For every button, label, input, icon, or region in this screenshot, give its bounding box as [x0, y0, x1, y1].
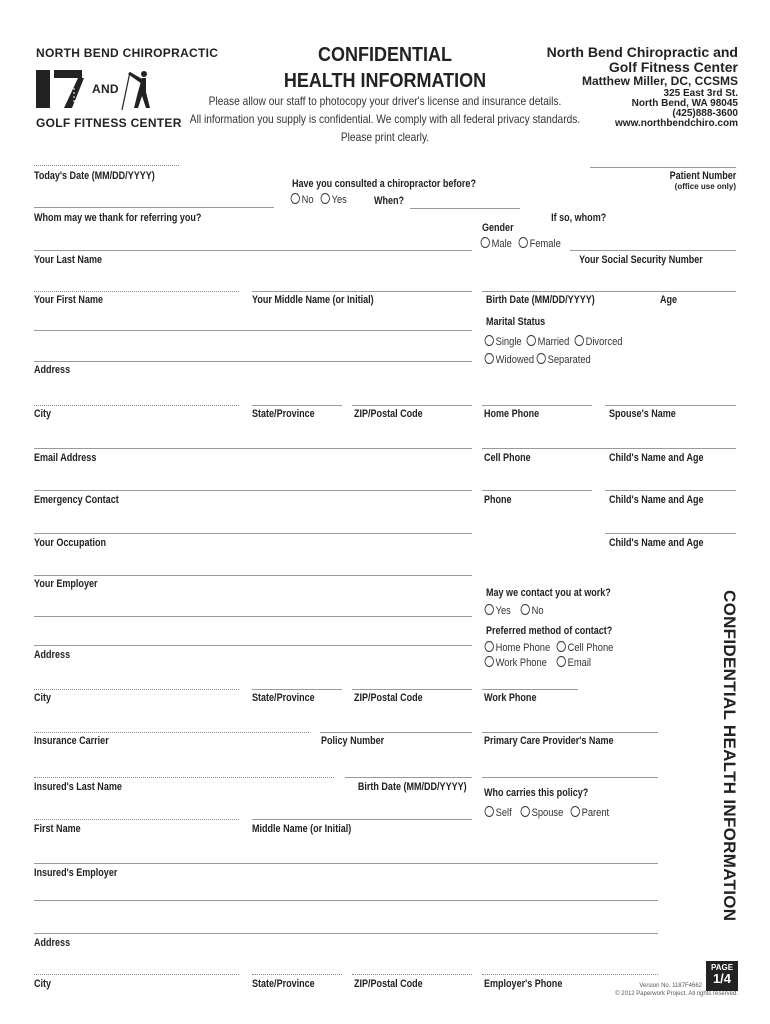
practice-name-2: Golf Fitness Center: [608, 59, 738, 75]
version-note: Version No. 1187F4662: [639, 983, 702, 989]
employer-state-label: State/Province: [252, 692, 315, 704]
insurance-carrier-line[interactable]: [34, 732, 309, 733]
if-so-whom-label: If so, whom?: [550, 212, 606, 224]
option-label: Yes: [495, 605, 511, 617]
marital-status-label: Marital Status: [486, 316, 546, 328]
insured-address-line-2[interactable]: [34, 933, 658, 934]
phone-label: Phone: [484, 494, 512, 506]
option-label: Home Phone: [495, 642, 551, 654]
radio-circle[interactable]: [575, 335, 584, 346]
gender-male-option[interactable]: [478, 237, 512, 250]
radio-circle[interactable]: [485, 335, 494, 346]
marital-separated-option[interactable]: [534, 353, 591, 366]
option-label: Female: [529, 238, 561, 250]
employer-line[interactable]: [34, 575, 472, 576]
insured-employer-label: Insured's Employer: [34, 867, 118, 879]
who-carries-question: Who carries this policy?: [484, 787, 589, 799]
address-line-1[interactable]: [34, 330, 472, 331]
city-line[interactable]: [34, 405, 239, 406]
title-health-information: HEALTH INFORMATION: [283, 70, 487, 92]
spouse-line[interactable]: [605, 405, 736, 406]
instruction-line-2: All information you supply is confidential. We comply with all federal privacy standards.: [189, 112, 581, 126]
insured-address-line-1[interactable]: [34, 900, 658, 901]
policy-number-label: Policy Number: [321, 735, 385, 747]
practice-website: www.northbendchiro.com: [615, 118, 738, 129]
insured-address-label: Address: [34, 937, 71, 949]
child-name-age-label-2: Child's Name and Age: [609, 494, 704, 506]
option-label: Single: [495, 336, 522, 348]
employer-city-label: City: [34, 692, 52, 704]
insured-middle-name-line[interactable]: [252, 819, 472, 820]
occupation-label: Your Occupation: [34, 537, 107, 549]
employer-label: Your Employer: [34, 578, 98, 590]
first-name-line[interactable]: [34, 291, 239, 292]
gender-female-option[interactable]: [516, 237, 561, 250]
radio-circle[interactable]: [571, 806, 580, 817]
primary-care-line[interactable]: [482, 732, 658, 733]
option-label: Parent: [581, 807, 610, 819]
consulted-no-option[interactable]: [288, 193, 314, 206]
employer-city-line[interactable]: [34, 689, 239, 690]
today-date-label: Today's Date (MM/DD/YYYY): [34, 170, 155, 182]
referral-label: Whom may we thank for referring you?: [34, 212, 202, 224]
office-use-note: (office use only): [674, 182, 736, 191]
radio-circle[interactable]: [485, 604, 494, 615]
insured-birth-date-label: Birth Date (MM/DD/YYYY): [358, 781, 467, 793]
last-name-label: Your Last Name: [34, 254, 103, 266]
ssn-label: Your Social Security Number: [579, 254, 703, 266]
address-label: Address: [34, 364, 71, 376]
radio-circle[interactable]: [521, 604, 530, 615]
insured-first-name-label: First Name: [34, 823, 81, 835]
option-label: Divorced: [585, 336, 623, 348]
contact-work-question: May we contact you at work?: [486, 587, 611, 599]
contact-work-yes-option[interactable]: [482, 604, 511, 617]
insured-city-line[interactable]: [34, 974, 239, 975]
pref-home-phone-option[interactable]: [482, 641, 550, 654]
patient-number-line[interactable]: [590, 167, 736, 168]
state-label: State/Province: [252, 408, 315, 420]
side-confidential-label: [719, 590, 739, 950]
policy-number-line[interactable]: [320, 732, 472, 733]
option-label: Yes: [331, 194, 347, 206]
copyright-note: © 2012 Paperwork Project. All rights reserved.: [615, 991, 738, 997]
side-label-text: CONFIDENTIAL HEALTH INFORMATION: [720, 590, 739, 922]
insured-employer-line[interactable]: [34, 863, 658, 864]
radio-circle[interactable]: [485, 806, 494, 817]
carrier-parent-option[interactable]: [568, 806, 609, 819]
emergency-contact-label: Emergency Contact: [34, 494, 119, 506]
marital-divorced-option[interactable]: [572, 335, 622, 348]
option-label: Male: [491, 238, 512, 250]
radio-circle[interactable]: [485, 641, 494, 652]
employer-address-line-2[interactable]: [34, 645, 472, 646]
work-phone-line[interactable]: [482, 689, 578, 690]
insured-state-line[interactable]: [252, 974, 342, 975]
ssn-line[interactable]: [570, 250, 736, 251]
employer-zip-line[interactable]: [352, 689, 472, 690]
preferred-contact-question: Preferred method of contact?: [486, 625, 613, 637]
page-badge-number: 1/4: [712, 971, 732, 986]
radio-circle[interactable]: [557, 656, 566, 667]
radio-circle[interactable]: [537, 353, 546, 364]
radio-circle[interactable]: [519, 237, 528, 248]
birth-age-line[interactable]: [482, 291, 736, 292]
middle-name-label: Your Middle Name (or Initial): [252, 294, 374, 306]
spouse-name-label: Spouse's Name: [609, 408, 676, 420]
patient-number-label: Patient Number: [669, 170, 736, 182]
cell-child-line[interactable]: [482, 448, 736, 449]
option-label: Work Phone: [495, 657, 547, 669]
home-phone-label: Home Phone: [484, 408, 540, 420]
age-label: Age: [660, 294, 678, 306]
city-label: City: [34, 408, 52, 420]
page-badge-label: PAGE: [710, 963, 734, 972]
radio-circle[interactable]: [321, 193, 330, 204]
pref-cell-phone-option[interactable]: [554, 641, 613, 654]
emergency-line[interactable]: [34, 490, 472, 491]
home-phone-line[interactable]: [482, 405, 592, 406]
option-label: Cell Phone: [567, 642, 614, 654]
insured-last-name-line[interactable]: [34, 777, 334, 778]
employer-phone-label: Employer's Phone: [484, 978, 563, 990]
insurance-carrier-label: Insurance Carrier: [34, 735, 109, 747]
referral-line[interactable]: [34, 207, 274, 208]
logo-line1: NORTH BEND CHIROPRACTIC: [36, 46, 219, 60]
insured-city-label: City: [34, 978, 52, 990]
zip-line[interactable]: [352, 405, 472, 406]
when-line[interactable]: [410, 208, 520, 209]
employer-zip-label: ZIP/Postal Code: [354, 692, 423, 704]
marital-single-option[interactable]: [482, 335, 522, 348]
employer-state-line[interactable]: [252, 689, 342, 690]
radio-circle[interactable]: [481, 237, 490, 248]
employer-address-label: Address: [34, 649, 71, 661]
option-label: Self: [495, 807, 512, 819]
birth-date-label: Birth Date (MM/DD/YYYY): [486, 294, 595, 306]
when-label: When?: [374, 195, 405, 207]
title-confidential: CONFIDENTIAL: [317, 44, 452, 66]
employer-phone-line[interactable]: [482, 974, 658, 975]
email-line[interactable]: [34, 448, 472, 449]
page-badge: [706, 961, 738, 991]
today-date-line[interactable]: [34, 165, 179, 166]
employer-address-line-1[interactable]: [34, 616, 472, 617]
practice-city: North Bend, WA 98045: [631, 98, 738, 109]
radio-circle[interactable]: [291, 193, 300, 204]
instruction-line-1: Please allow our staff to photocopy your driver's license and insurance details.: [208, 94, 562, 108]
cell-phone-label: Cell Phone: [484, 452, 531, 464]
insured-zip-line[interactable]: [352, 974, 472, 975]
phone-line[interactable]: [482, 490, 592, 491]
option-label: Spouse: [531, 807, 564, 819]
address-line-2[interactable]: [34, 361, 472, 362]
option-label: Married: [537, 336, 570, 348]
primary-care-label: Primary Care Provider's Name: [484, 735, 614, 747]
marital-married-option[interactable]: [524, 335, 569, 348]
option-label: Widowed: [495, 354, 535, 366]
radio-circle[interactable]: [521, 806, 530, 817]
insured-state-label: State/Province: [252, 978, 315, 990]
consulted-question: Have you consulted a chiropractor before?: [292, 178, 476, 190]
logo-line2: GOLF FITNESS CENTER: [36, 116, 182, 130]
insured-zip-label: ZIP/Postal Code: [354, 978, 423, 990]
insured-last-name-label: Insured's Last Name: [34, 781, 122, 793]
contact-work-no-option[interactable]: [518, 604, 544, 617]
state-line[interactable]: [252, 405, 342, 406]
insured-birth-line[interactable]: [345, 777, 472, 778]
consulted-yes-option[interactable]: [318, 193, 347, 206]
child-2-line[interactable]: [605, 490, 736, 491]
practice-name-1: North Bend Chiropractic and: [546, 44, 738, 60]
radio-circle[interactable]: [527, 335, 536, 346]
option-label: No: [301, 194, 314, 206]
insured-middle-name-label: Middle Name (or Initial): [252, 823, 352, 835]
option-label: Email: [567, 657, 591, 669]
radio-circle[interactable]: [485, 353, 494, 364]
email-label: Email Address: [34, 452, 97, 464]
pref-email-option[interactable]: [554, 656, 591, 669]
middle-name-line[interactable]: [252, 291, 472, 292]
carrier-spouse-option[interactable]: [518, 806, 563, 819]
radio-circle[interactable]: [557, 641, 566, 652]
carrier-self-option[interactable]: [482, 806, 512, 819]
insured-first-name-line[interactable]: [34, 819, 239, 820]
practice-street: 325 East 3rd St.: [663, 88, 738, 99]
child-name-age-label-3: Child's Name and Age: [609, 537, 704, 549]
option-label: Separated: [547, 354, 591, 366]
instruction-line-3: Please print clearly.: [340, 130, 430, 144]
practice-doctor: Matthew Miller, DC, CCSMS: [581, 74, 738, 88]
child-3-line[interactable]: [605, 533, 736, 534]
practice-phone: (425)888-3600: [672, 108, 738, 119]
option-label: No: [531, 605, 544, 617]
zip-label: ZIP/Postal Code: [354, 408, 423, 420]
child-name-age-label-1: Child's Name and Age: [609, 452, 704, 464]
gender-label: Gender: [482, 222, 514, 234]
last-name-line[interactable]: [34, 250, 472, 251]
primary-care-line-2[interactable]: [482, 777, 658, 778]
occupation-line[interactable]: [34, 533, 472, 534]
radio-circle[interactable]: [485, 656, 494, 667]
marital-widowed-option[interactable]: [482, 353, 534, 366]
work-phone-label: Work Phone: [484, 692, 537, 704]
logo-and: AND: [92, 82, 119, 96]
first-name-label: Your First Name: [34, 294, 104, 306]
pref-work-phone-option[interactable]: [482, 656, 547, 669]
